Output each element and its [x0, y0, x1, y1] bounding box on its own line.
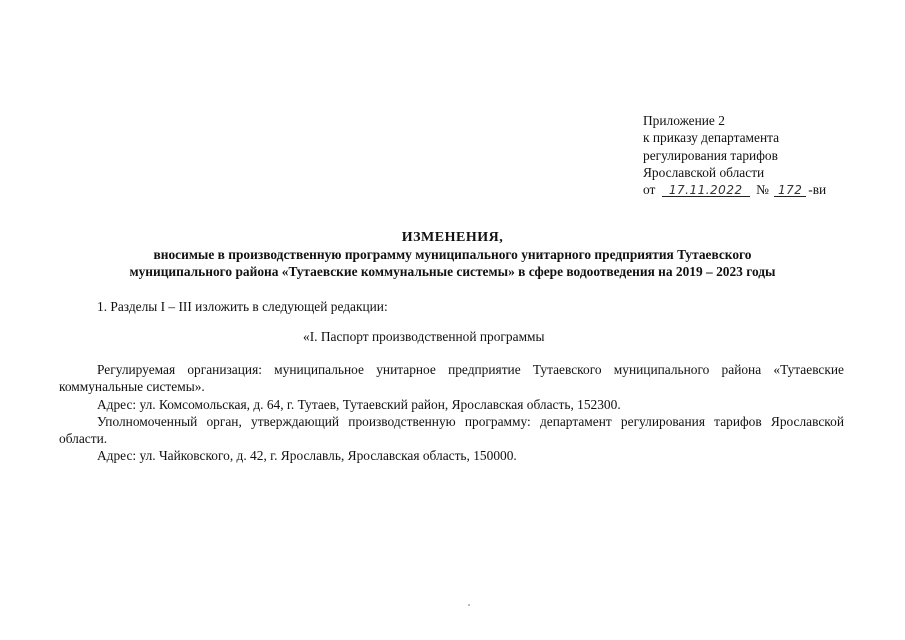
title-line: муниципального района «Тутаевские коммунальные системы» в сфере водоотведения на 2019 – 2023 годы [129, 264, 776, 279]
number-suffix: -ви [808, 182, 827, 198]
number-label: № [756, 182, 769, 198]
appendix-line: Ярославской области [643, 164, 765, 180]
from-label: от [643, 182, 656, 198]
scan-speck [468, 604, 470, 606]
title-main: ИЗМЕНЕНИЯ, [401, 230, 504, 245]
passport-text [59, 361, 844, 465]
document-title [0, 229, 905, 280]
paragraph: Регулируемая организация: муниципальное унитарное предприятие Тутаевского муниципального района «Тутаевские коммунальные системы». [59, 362, 844, 395]
intro-paragraph: 1. Разделы I – III изложить в следующей редакции: [97, 299, 388, 314]
appendix-line: регулирования тарифов [643, 147, 778, 163]
handwritten-date: 17.11.2022 [662, 184, 750, 197]
appendix-line: Приложение 2 [643, 113, 725, 128]
section-heading: «I. Паспорт производственной программы [303, 329, 545, 344]
order-date-line [643, 181, 893, 198]
handwritten-number: 172 [774, 184, 806, 197]
title-line: вносимые в производственную программу муниципального унитарного предприятия Тутаевского [153, 247, 752, 262]
appendix-block [643, 112, 893, 198]
paragraph: Адрес: ул. Чайковского, д. 42, г. Ярославль, Ярославская область, 150000. [97, 448, 517, 464]
appendix-line: к приказу департамента [643, 130, 780, 146]
paragraph: Уполномоченный орган, утверждающий производственную программу: департамент регулирования тарифов Ярославской области. [59, 413, 844, 447]
paragraph: Адрес: ул. Комсомольская, д. 64, г. Тутаев, Тутаевский район, Ярославская область, 152300. [97, 396, 621, 412]
